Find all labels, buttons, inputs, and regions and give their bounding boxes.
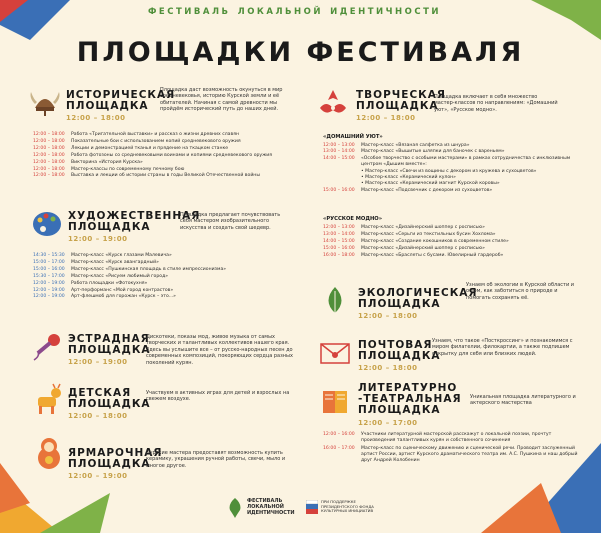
schedule-row (323, 253, 509, 260)
schedule-activity: Мастер-класс «Вязаная салфетка из шнура» (361, 143, 470, 148)
schedule-activity: • Мастер-класс «Свечи из вощины с декором из кружева и сухоцветов» (361, 168, 537, 174)
grant-logo-text: ПРИ ПОДДЕРЖКЕ ПРЕЗИДЕНТСКОГО ФОНДА КУЛЬТУРНЫХ ИНИЦИАТИВ (321, 499, 374, 514)
schedule-activity: Показательные бои с использованием копий средневекового оружия (71, 138, 241, 144)
eco-name: ЭКОЛОГИЧЕСКАЯ ПЛОЩАДКА (358, 287, 478, 310)
kids-desc: Участвуем в активных играх для детей и взрослых на свежем воздухе. (146, 390, 290, 403)
post-desc: Узнаем, что такое «Посткроссинг» и познакомимся с миром филателии, филокартии, а также подпишем открытку для себя или близких людей. (432, 338, 573, 357)
schedule-row (33, 294, 226, 301)
post-name: ПОЧТОВАЯ ПЛОЩАДКА (358, 339, 441, 362)
schedule-activity: Мастер-класс «Пушкинская площадь в стиле импрессионизма» (71, 266, 227, 272)
schedule-time: 16:00 – 17:00 (323, 446, 355, 451)
schedule-activity: Работа площадки «Фотокухня» (71, 280, 148, 286)
schedule-time: 12:00 – 13:00 (323, 143, 355, 148)
schedule-activity: Мастер-класс «Подсвечник с декором из сухоцветов» (361, 187, 493, 193)
schedule-row (33, 267, 226, 274)
header-word: ИДЕНТИЧНОСТИ (330, 7, 441, 17)
schedule-activity: Мастер-класс по сценическому движению и сценической речи. Проводит заслуженный артист России, артист Курского драматического театра им. А.С. Пушкина и наш добрый друг Андрей Колобенин (361, 446, 578, 463)
fair-desc: Курские мастера предоставят возможность купить керамику, украшения ручной работы, свечи, мыло и многое другое. (146, 450, 286, 469)
historical-name: ИСТОРИЧЕСКАЯ ПЛОЩАДКА (66, 89, 176, 112)
schedule-activity: Мастер-класс «Браслеты с бусами. Ювелирный гардероб» (361, 252, 504, 258)
post-time: 12:00 – 18:00 (358, 364, 418, 372)
schedule-activity: • Мастер-класс «Керамический магнит Курской коровы» (361, 181, 500, 187)
schedule-row (33, 153, 272, 160)
corner-shape-top-right (531, 0, 601, 40)
schedule-time: 15:00 – 17:00 (33, 259, 65, 265)
schedule-activity: Выставка и лекции об истории страны в годы Великой Отечественной войны (71, 173, 260, 179)
art-desc: Площадка предлагает почувствовать себя мастером изобразительного искусства и создать свой шедевр. (180, 212, 281, 231)
art-schedule (33, 253, 226, 301)
schedule-time: 13:00 – 14:00 (323, 231, 355, 237)
lit-name: ЛИТЕРАТУРНО -ТЕАТРАЛЬНАЯ ПЛОЩАДКА (358, 382, 462, 416)
matryoshka-icon (32, 436, 66, 470)
schedule-time: 14:30 – 15:30 (33, 253, 65, 258)
header-word: ФЕСТИВАЛЬ (148, 7, 231, 17)
schedule-time: 12:00 – 18:00 (33, 173, 65, 179)
schedule-activity: Арт-флешмоб для горожан «Курск – это...» (71, 294, 176, 300)
creative-name: ТВОРЧЕСКАЯ ПЛОЩАДКА (356, 89, 446, 112)
schedule-time: 12:00 – 18:00 (33, 152, 65, 158)
festival-logo (226, 496, 302, 518)
schedule-activity: «Особое творчество с особыми мастерами» в рамках сотрудничества с инклюзивным центром «Дышим вместе»: (361, 155, 571, 168)
creative-schedule-1 (323, 143, 591, 194)
schedule-row (33, 274, 226, 281)
schedule-time: 15:00 – 16:00 (323, 245, 355, 251)
schedule-row (33, 146, 272, 153)
schedule-activity: Мастер-класс «Курск авангардный» (71, 259, 159, 265)
schedule-row (323, 446, 581, 464)
festival-logo-icon (226, 496, 244, 518)
schedule-activity: Мастер-классы по современному печному бою (71, 166, 185, 172)
schedule-row (323, 156, 591, 169)
schedule-time: 12:00 – 18:00 (33, 145, 65, 151)
schedule-time: 14:00 – 15:00 (323, 238, 355, 244)
fair-name: ЯРМАРОЧНАЯ ПЛОЩАДКА (68, 447, 163, 470)
creative-subsection-title: «РУССКОЕ МОДНО» (323, 216, 383, 222)
schedule-activity: Мастер-класс «Вышитые шляпки для баночек с вареньем» (361, 149, 505, 155)
microphone-icon (30, 330, 64, 364)
ornament-icon (316, 86, 350, 120)
schedule-activity: Участники литературной мастерской расскажут о локальной поэзии, прочтут произведения талантливых курян и собственного сочинения (361, 432, 552, 443)
kids-name: ДЕТСКАЯ ПЛОЩАДКА (68, 387, 151, 410)
eco-time: 12:00 – 18:00 (358, 312, 418, 320)
schedule-row (33, 160, 272, 167)
stage-time: 12:00 – 19:00 (68, 358, 128, 366)
schedule-time: 12:00 – 19:00 (33, 294, 65, 300)
lit-schedule (323, 432, 581, 466)
schedule-activity: Мастер-класс «Создание кокошников в современном стиле» (361, 238, 509, 244)
header-word: ЛОКАЛЬНОЙ (237, 7, 323, 17)
schedule-activity: Мастер-класс «Дизайнерский шоппер с росписью» (361, 245, 485, 251)
schedule-activity: Арт-перформанс «Мой город контрастов» (71, 287, 174, 293)
historical-desc: Площадка даст возможность окунуться в мир средневековья, историю Курской земли и её обитателей. Начиная с самой древности мы пройдём исторический путь до наших дней. (160, 87, 283, 113)
schedule-time: 12:00 – 19:00 (33, 287, 65, 293)
schedule-row (33, 253, 226, 260)
grant-logo (306, 500, 383, 514)
schedule-row (323, 188, 591, 194)
palette-icon (30, 207, 64, 241)
schedule-time: 12:00 – 18:00 (33, 132, 65, 137)
schedule-time: 12:00 – 19:00 (33, 280, 65, 286)
schedule-time: 14:00 – 15:00 (323, 155, 355, 161)
page-title: ПЛОЩАДКИ ФЕСТИВАЛЯ (76, 37, 525, 68)
eco-desc: Узнаем об экологии в Курской области и о том, как заботиться о природе и помогать сохранять её. (466, 282, 575, 301)
schedule-time: 15:30 – 17:00 (33, 273, 65, 279)
schedule-activity: Мастер-класс «Курск глазами Малевича» (71, 253, 172, 258)
lit-desc: Уникальная площадка литературного и актерского мастерства (470, 394, 576, 407)
schedule-time: 13:00 – 14:00 (323, 149, 355, 155)
schedule-row (323, 232, 509, 239)
kids-time: 12:00 – 18:00 (68, 412, 128, 420)
schedule-activity: Работа «Тригательной выставки» и рассказ о жизни древних славян (71, 132, 239, 137)
creative-desc: Площадка включает в себя множество мастер-классов по направлениям: «Домашний уют», «Русское модно». (434, 94, 558, 113)
schedule-activity: Работа фотозоны со средневековыми воинами и копиями средневекового оружия (71, 152, 273, 158)
schedule-activity: Мастер-класс «Серьги из текстильных бусин Хохлома» (361, 231, 496, 237)
schedule-activity: Лекции и демонстрацией тканья и прядение на ткацком станке (71, 145, 229, 151)
grant-logo-icon (306, 500, 318, 514)
schedule-time: 12:00 – 18:00 (33, 138, 65, 144)
schedule-activity: • Мастер-класс «Керамический кулон» (361, 175, 456, 181)
envelope-icon (318, 336, 352, 370)
schedule-time: 16:00 – 18:00 (323, 252, 355, 258)
schedule-row (33, 132, 272, 139)
schedule-activity: Викторина «История Курска» (71, 159, 143, 165)
corner-shape-top-left (0, 0, 70, 40)
festival-header (0, 7, 601, 17)
art-name: ХУДОЖЕСТВЕННАЯ ПЛОЩАДКА (68, 210, 201, 233)
historical-time: 12:00 – 18:00 (66, 114, 126, 122)
schedule-row (33, 281, 226, 288)
schedule-row (323, 225, 509, 232)
schedule-time: 15:00 – 16:00 (323, 187, 355, 193)
schedule-time: 12:00 – 18:00 (33, 166, 65, 172)
schedule-time: 12:00 – 13:00 (323, 225, 355, 230)
festival-logo-text: ФЕСТИВАЛЬ ЛОКАЛЬНОЙ ИДЕНТИЧНОСТИ (247, 498, 295, 516)
book-icon (318, 385, 352, 419)
schedule-activity: Мастер-класс «Рисуем любимый город» (71, 273, 169, 279)
art-time: 12:00 – 19:00 (68, 235, 128, 243)
schedule-row (323, 432, 581, 444)
lit-time: 12:00 – 17:00 (358, 419, 418, 427)
creative-time: 12:00 – 18:00 (356, 114, 416, 122)
creative-schedule-2 (323, 225, 509, 260)
schedule-time: 12:00 – 18:00 (33, 159, 65, 165)
schedule-row (33, 173, 272, 180)
fair-time: 12:00 – 19:00 (68, 472, 128, 480)
stage-name: ЭСТРАДНАЯ ПЛОЩАДКА (68, 333, 151, 356)
schedule-row (323, 239, 509, 246)
schedule-activity: Мастер-класс «Дизайнерский шоппер с росписью» (361, 225, 485, 230)
schedule-row (33, 139, 272, 146)
historical-schedule (33, 132, 272, 180)
creative-subsection-title: «ДОМАШНИЙ УЮТ» (323, 134, 383, 140)
stage-desc: Дискотеки, показы мод, живое музыка от самых творческих и талантливых коллективов нашего края. Здесь вы услышите все – от русско-народных песен до современных композиций, покоряющих сердца разных поколений курян. (146, 334, 293, 366)
schedule-row (33, 260, 226, 267)
viking-helmet-icon (28, 86, 62, 120)
schedule-time: 15:00 – 16:00 (33, 266, 65, 272)
schedule-row (323, 246, 509, 253)
leaf-icon (318, 283, 352, 317)
toy-goat-icon (30, 383, 64, 417)
schedule-time: 12:00 – 16:00 (323, 432, 355, 437)
